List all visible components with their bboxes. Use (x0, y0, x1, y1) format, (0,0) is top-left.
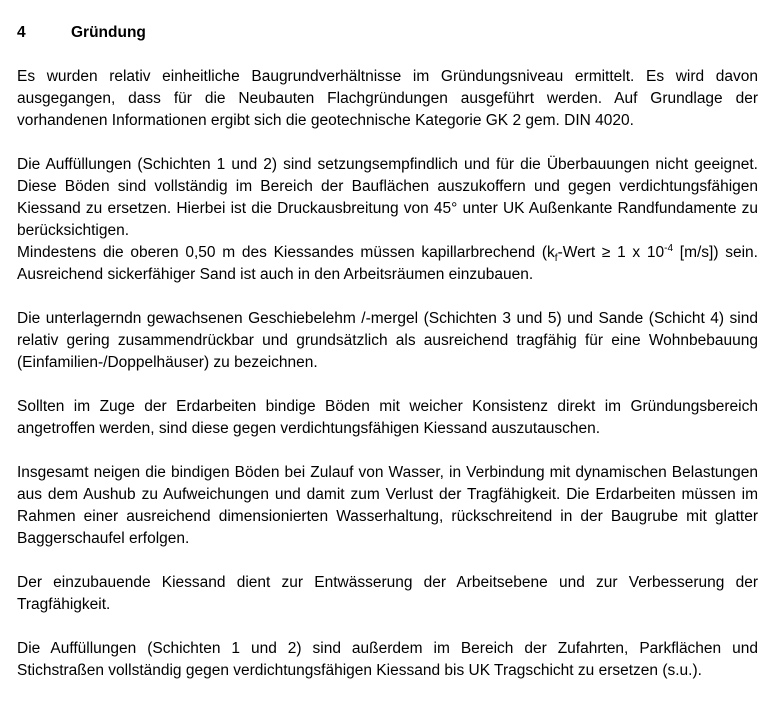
kiessand-text-end: [m/s]) sein. Ausreichend sickerfähiger Sand ist auch in den Arbeitsräumen einzubauen. (17, 244, 758, 283)
paragraph-geschiebelehm: Die unterlagerndn gewachsenen Geschiebelehm /-mergel (Schichten 3 und 5) und Sande (Schicht 4) sind relativ gering zusammendrückbar und grundsätzlich als ausreichend tragfähig für eine Wohnbebauung (Einfamilien-/Doppelhäuser) zu bezeichnen. (17, 310, 758, 371)
paragraph-kiessand: Der einzubauende Kiessand dient zur Entwässerung der Arbeitsebene und zur Verbesserung der Tragfähigkeit. (17, 574, 758, 613)
document-page (17, 22, 758, 704)
kiessand-text-start: Mindestens die oberen 0,50 m des Kiessandes müssen kapillarbrechend (k (17, 244, 555, 261)
paragraph-bindige-boeden: Sollten im Zuge der Erdarbeiten bindige Böden mit weicher Konsistenz direkt im Gründungsbereich angetroffen werden, sind diese gegen verdichtungsfähigen Kiessand auszutauschen. (17, 398, 758, 437)
paragraph-zufahrten: Die Auffüllungen (Schichten 1 und 2) sind außerdem im Bereich der Zufahrten, Parkflächen und Stichstraßen vollständig gegen verdichtungsfähigen Kiessand bis UK Tragschicht zu ersetzen (s.u.). (17, 640, 758, 679)
kiessand-text-mid: -Wert ≥ 1 x 10 (557, 244, 665, 261)
section-number: 4 (17, 24, 26, 41)
kf-subscript: f (554, 253, 558, 265)
exponent-superscript: -4 (664, 242, 674, 254)
section-title: Gründung (71, 24, 146, 41)
paragraph-kapillarbrechend (17, 242, 758, 286)
paragraph-auffuellungen: Die Auffüllungen (Schichten 1 und 2) sind setzungsempfindlich und für die Überbauungen nicht geeignet. Diese Böden sind vollständig im Bereich der Bauflächen auszukoffern und gegen verdichtungsfähigen Kiessand zu ersetzen. Hierbei ist die Druckausbreitung von 45° unter UK Außenkante Randfundamente zu berücksichtigen. (17, 156, 758, 239)
paragraph-wasserhaltung: Insgesamt neigen die bindigen Böden bei Zulauf von Wasser, in Verbindung mit dynamischen Belastungen aus dem Aushub zu Aufweichungen und damit zum Verlust der Tragfähigkeit. Die Erdarbeiten müssen im Rahmen einer ausreichend dimensionierten Wasserhaltung, rückschreitend in der Baugrube mit glatter Baggerschaufel erfolgen. (17, 464, 758, 547)
paragraph-baugrund: Es wurden relativ einheitliche Baugrundverhältnisse im Gründungsniveau ermittelt. Es wird davon ausgegangen, dass für die Neubauten Flachgründungen ausgeführt werden. Auf Grundlage der vorhandenen Informationen ergibt sich die geotechnische Kategorie GK 2 gem. DIN 4020. (17, 68, 758, 129)
section-heading (17, 22, 758, 44)
